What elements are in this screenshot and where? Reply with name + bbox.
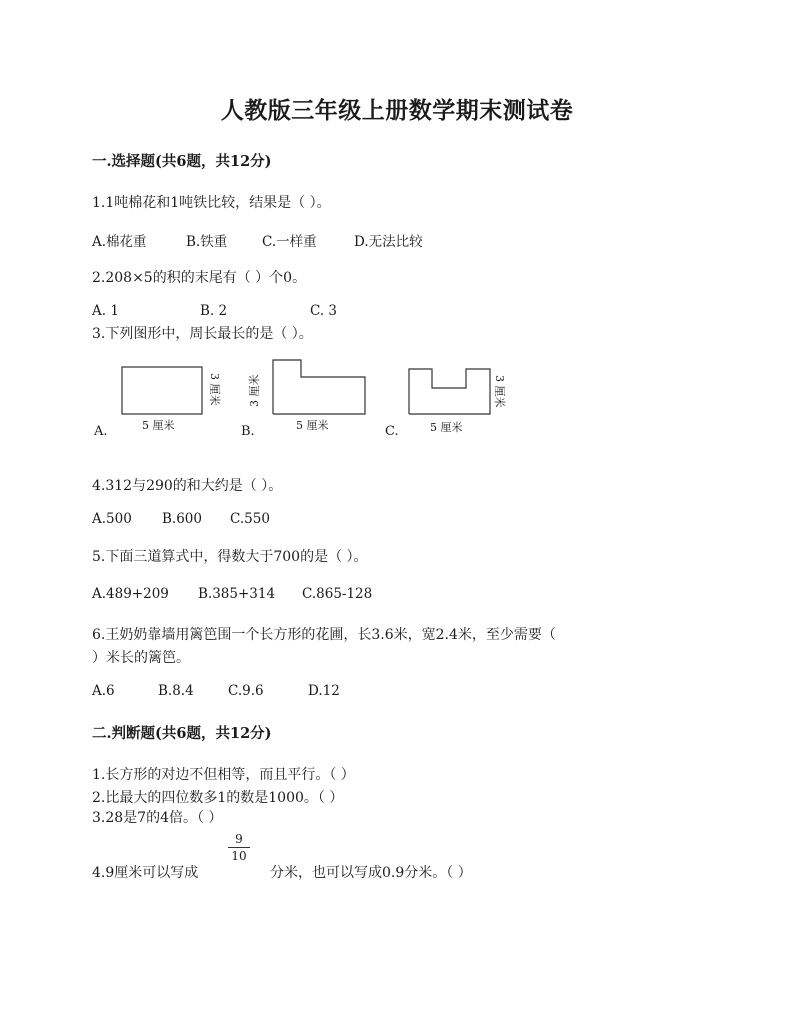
question-2-2: 2.比最大的四位数多1的数是1000。（ ）	[92, 790, 344, 806]
question-2-4-before: 4.9厘米可以写成	[92, 865, 199, 881]
q1-6-option-c: C.9.6	[228, 683, 264, 699]
q1-2-option-c: C. 3	[310, 303, 338, 319]
q1-6-option-b: B.8.4	[158, 683, 194, 699]
q1-4-option-c: C.550	[230, 511, 270, 527]
fraction-nine-tenths	[228, 832, 250, 863]
q1-5-option-c: C.865-128	[302, 586, 373, 602]
q1-6-option-a: A.6	[92, 683, 115, 699]
fraction-numerator: 9	[235, 832, 243, 846]
question-1-1: 1.1吨棉花和1吨铁比较，结果是（ ）。	[92, 195, 331, 211]
q1-5-option-b: B.385+314	[198, 586, 276, 602]
figure-c-label: C.	[385, 424, 399, 439]
q1-2-option-b: B. 2	[200, 303, 228, 319]
page-title: 人教版三年级上册数学期末测试卷	[220, 97, 574, 124]
perimeter-figures	[90, 355, 520, 445]
figure-a-width-label: 5 厘米	[142, 419, 175, 432]
fraction-bar	[228, 847, 250, 848]
figure-c-notched-shape	[409, 369, 490, 414]
q1-1-option-a: A.棉花重	[92, 234, 147, 250]
figure-c-width-label: 5 厘米	[430, 421, 463, 434]
q1-4-option-b: B.600	[162, 511, 202, 527]
section-2-heading: 二.判断题(共6题，共12分)	[92, 725, 272, 742]
q1-4-option-a: A.500	[92, 511, 132, 527]
question-1-2: 2.208×5的积的末尾有（ ）个0。	[92, 270, 307, 286]
q1-6-option-d: D.12	[308, 683, 340, 699]
question-1-3: 3.下列图形中，周长最长的是（ ）。	[92, 326, 313, 342]
q1-5-option-a: A.489+209	[92, 586, 169, 602]
figure-c-height-label: 3 厘米	[493, 375, 506, 408]
question-1-6-line-1: 6.王奶奶靠墙用篱笆围一个长方形的花圃，长3.6米，宽2.4米，至少需要（	[92, 627, 556, 643]
q1-1-option-c: C.一样重	[262, 234, 317, 250]
q1-1-option-b: B.铁重	[186, 234, 228, 250]
question-1-5: 5.下面三道算式中，得数大于700的是（ ）。	[92, 549, 368, 565]
figure-a-rectangle	[122, 367, 202, 414]
figure-b-height-label: 3 厘米	[248, 374, 261, 407]
question-1-4: 4.312与290的和大约是（ ）。	[92, 478, 283, 494]
fraction-denominator: 10	[231, 849, 247, 863]
figure-a-label: A.	[94, 424, 108, 439]
section-1-heading: 一.选择题(共6题，共12分)	[92, 153, 272, 170]
figure-a-height-label: 3 厘米	[208, 373, 221, 406]
q1-2-option-a: A. 1	[92, 303, 119, 319]
question-2-4-after: 分米，也可以写成0.9分米。（ ）	[270, 865, 472, 881]
question-1-6-line-2: ）米长的篱笆。	[92, 650, 190, 666]
question-2-3: 3.28是7的4倍。（ ）	[92, 810, 223, 826]
question-2-1: 1.长方形的对边不但相等，而且平行。（ ）	[92, 767, 355, 783]
figure-b-label: B.	[241, 424, 255, 439]
q1-1-option-d: D.无法比较	[354, 234, 423, 250]
figure-b-width-label: 5 厘米	[296, 419, 329, 432]
figure-b-notched-shape	[273, 360, 365, 414]
